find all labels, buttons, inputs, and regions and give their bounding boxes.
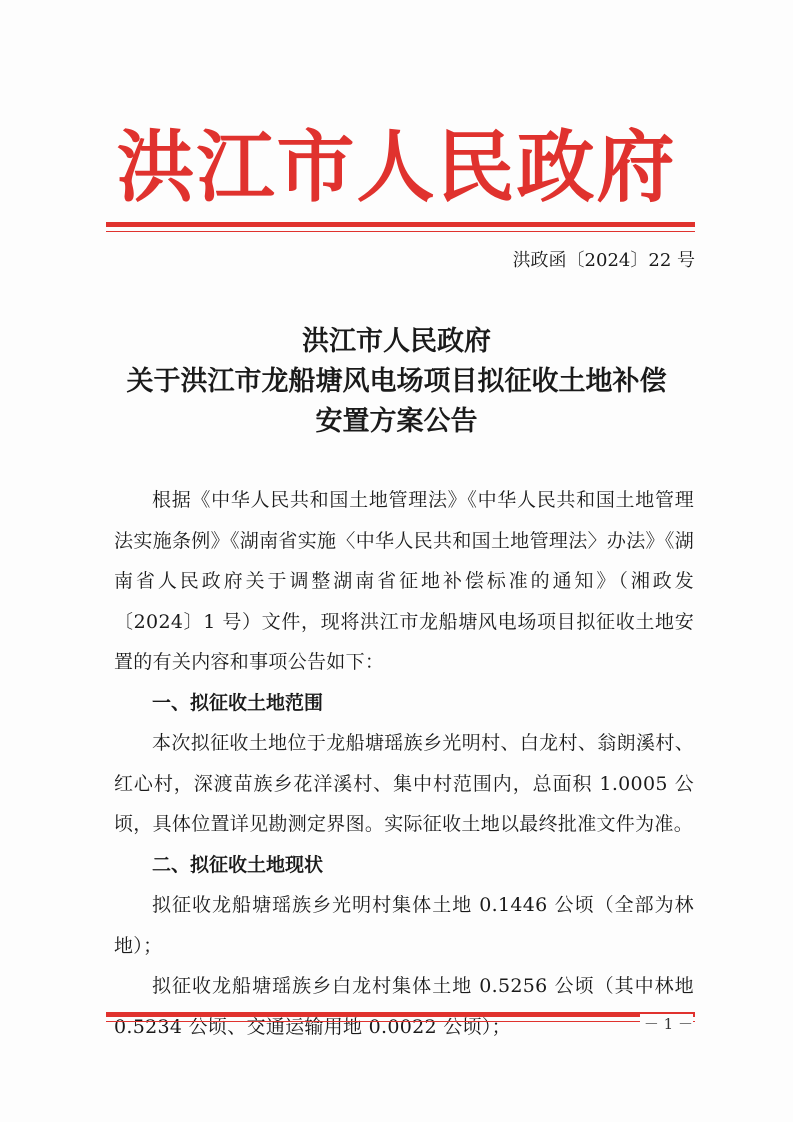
document-body	[114, 480, 694, 1047]
section-1-paragraph: 本次拟征收土地位于龙船塘瑶族乡光明村、白龙村、翁朗溪村、红心村，深渡苗族乡花洋溪村、集中村范围内，总面积 1.0005 公顷，具体位置详见勘测定界图。实际征收土地以最终批准文件为准。	[114, 732, 694, 835]
footer-red-rule-thin	[106, 1021, 695, 1022]
page-number: － 1 －	[640, 1014, 693, 1034]
document-title	[100, 322, 693, 442]
document-number: 洪政函〔2024〕22 号	[512, 250, 695, 271]
masthead-red-rule	[106, 222, 695, 227]
section-2-item-2: 拟征收龙船塘瑶族乡白龙村集体土地 0.5256 公顷（其中林地 0.5234 公顷、交通运输用地 0.0022 公顷）；	[114, 975, 694, 1038]
title-line-3: 安置方案公告	[315, 406, 478, 437]
section-1-heading: 一、拟征收土地范围	[152, 691, 324, 714]
footer-red-rule	[106, 1012, 695, 1017]
title-line-2: 关于洪江市龙船塘风电场项目拟征收土地补偿	[126, 366, 667, 397]
section-2-item-1: 拟征收龙船塘瑶族乡光明村集体土地 0.1446 公顷（全部为林地）；	[114, 894, 694, 957]
section-2-heading: 二、拟征收土地现状	[152, 853, 324, 876]
intro-paragraph: 根据《中华人民共和国土地管理法》《中华人民共和国土地管理法实施条例》《湖南省实施〈中华人民共和国土地管理法〉办法》《湖南省人民政府关于调整湖南省征地补偿标准的通知》（湘政发〔2024〕1 号）文件，现将洪江市龙船塘风电场项目拟征收土地安置的有关内容和事项公告如下：	[114, 489, 694, 673]
title-line-1: 洪江市人民政府	[302, 326, 491, 357]
masthead-red-rule-thin	[106, 231, 695, 232]
masthead-title: 洪江市人民政府	[116, 123, 677, 213]
